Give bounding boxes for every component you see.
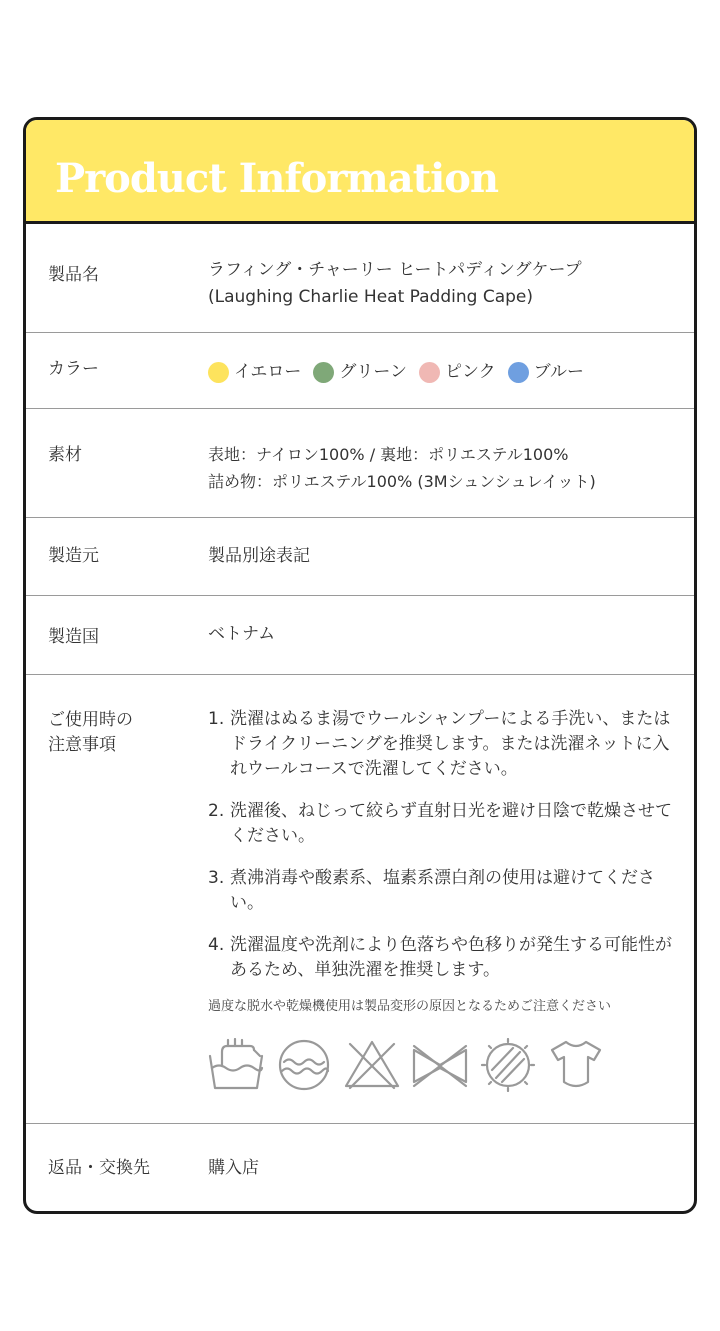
color-option-pink — [419, 359, 496, 386]
care-label-line-1: ご使用時の — [48, 710, 133, 730]
care-item-text: 洗濯後、ねじって絞らず直射日光を避け日陰で乾燥させてください。 — [230, 801, 672, 846]
color-swatch — [508, 362, 529, 383]
care-list — [208, 707, 678, 1000]
care-item-number: 1. — [208, 709, 225, 729]
product-name-ja: ラフィング・チャーリー ヒートパディングケープ — [208, 260, 582, 280]
care-item — [208, 707, 678, 782]
returns-value: 購入店 — [208, 1158, 259, 1178]
header — [26, 120, 694, 224]
material-line-1: 表地：ナイロン100% / 裏地：ポリエステル100% — [208, 445, 569, 464]
color-name: イエロー — [234, 362, 302, 382]
garment-icon — [548, 1038, 604, 1092]
care-item — [208, 799, 678, 849]
row-care — [26, 675, 694, 1124]
material-value — [208, 441, 596, 495]
color-label: カラー — [48, 359, 99, 379]
color-option-yellow — [208, 359, 301, 386]
hand-wash-icon — [208, 1038, 264, 1092]
row-returns — [26, 1124, 694, 1214]
row-color — [26, 333, 694, 409]
product-name-value — [208, 257, 582, 311]
care-item — [208, 866, 678, 916]
product-name-label: 製品名 — [48, 265, 99, 285]
row-material — [26, 409, 694, 518]
returns-label: 返品・交換先 — [48, 1158, 150, 1178]
care-item-number: 3. — [208, 868, 225, 888]
care-label-line-2: 注意事項 — [48, 735, 116, 755]
care-item-number: 4. — [208, 935, 225, 955]
care-label — [48, 708, 133, 758]
country-label: 製造国 — [48, 627, 99, 647]
product-name-en: (Laughing Charlie Heat Padding Cape) — [208, 287, 533, 307]
color-option-green — [313, 359, 407, 386]
no-bleach-icon — [344, 1038, 400, 1092]
care-item — [208, 933, 678, 983]
row-product-name — [26, 227, 694, 333]
color-options — [208, 359, 596, 386]
row-country — [26, 596, 694, 675]
color-name: ブルー — [533, 362, 584, 382]
care-item-text: 洗濯温度や洗剤により色落ちや色移りが発生する可能性があるため、単独洗濯を推奨します。 — [230, 935, 672, 980]
color-option-blue — [508, 359, 584, 386]
care-icons — [208, 1038, 604, 1092]
color-swatch — [313, 362, 334, 383]
header-title: Product Information — [55, 155, 499, 202]
row-manufacturer — [26, 518, 694, 596]
no-sun-dry-icon — [480, 1038, 536, 1092]
care-item-number: 2. — [208, 801, 225, 821]
color-name: ピンク — [445, 362, 496, 382]
care-item-text: 煮沸消毒や酸素系、塩素系漂白剤の使用は避けてください。 — [230, 868, 655, 913]
manufacturer-value: 製品別途表記 — [208, 546, 310, 566]
country-value: ベトナム — [208, 624, 276, 644]
care-note: 過度な脱水や乾燥機使用は製品変形の原因となるためご注意ください — [208, 999, 612, 1014]
material-label: 素材 — [48, 445, 82, 465]
color-name: グリーン — [339, 362, 407, 382]
color-swatch — [419, 362, 440, 383]
no-tumble-dry-icon — [412, 1038, 468, 1092]
manufacturer-label: 製造元 — [48, 546, 99, 566]
material-line-2: 詰め物：ポリエステル100% (3Mシュンシュレイット) — [208, 472, 596, 491]
care-item-text: 洗濯はぬるま湯でウールシャンプーによる手洗い、またはドライクリーニングを推奨します。または洗濯ネットに入れウールコースで洗濯してください。 — [230, 709, 671, 779]
product-info-card — [23, 117, 697, 1214]
color-swatch — [208, 362, 229, 383]
wool-wash-icon — [276, 1038, 332, 1092]
